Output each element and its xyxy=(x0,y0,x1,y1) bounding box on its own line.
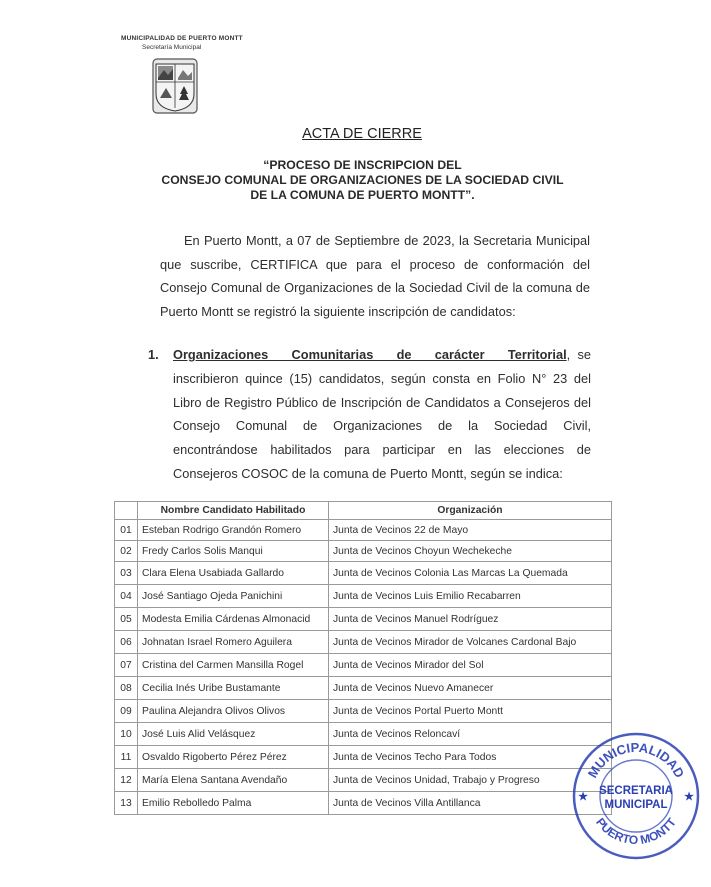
item-text: , se inscribieron quince (15) candidatos, según consta en Folio N° 23 del Libro de Registro Público de Inscripción de Candidatos a Consejeros del Consejo Comunal de Organizaciones de la Sociedad Civil, encontrándose habilitados para participar en las elecciones de Consejeros COSOC de la comuna de Puerto Montt, según se indica: xyxy=(173,347,591,481)
cell-organization: Junta de Vecinos Colonia Las Marcas La Quemada xyxy=(329,562,612,585)
secretaria-municipal-seal-stamp xyxy=(570,730,702,862)
column-header-candidate: Nombre Candidato Habilitado xyxy=(138,502,329,520)
document-subtitle xyxy=(7,158,711,203)
cell-number: 11 xyxy=(115,746,138,769)
cell-candidate: José Luis Alid Velásquez xyxy=(138,723,329,746)
document-title: ACTA DE CIERRE xyxy=(302,126,422,142)
cell-organization: Junta de Vecinos Reloncaví xyxy=(329,723,612,746)
subtitle-line: “PROCESO DE INSCRIPCION DEL xyxy=(263,158,462,172)
table-row xyxy=(115,562,612,585)
department-name: Secretaría Municipal xyxy=(142,44,202,51)
cell-candidate: Fredy Carlos Solis Manqui xyxy=(138,541,329,562)
cell-number: 08 xyxy=(115,677,138,700)
seal-arc-top-text: MUNICIPALIDAD xyxy=(584,739,688,781)
cell-organization: Junta de Vecinos Villa Antillanca xyxy=(329,792,612,815)
cell-number: 01 xyxy=(115,520,138,541)
table-row xyxy=(115,746,612,769)
cell-candidate: Cecilia Inés Uribe Bustamante xyxy=(138,677,329,700)
cell-candidate: Modesta Emilia Cárdenas Almonacid xyxy=(138,608,329,631)
list-item-1 xyxy=(148,343,591,486)
cell-candidate: Paulina Alejandra Olivos Olivos xyxy=(138,700,329,723)
table-row xyxy=(115,520,612,541)
cell-candidate: Clara Elena Usabiada Gallardo xyxy=(138,562,329,585)
cell-candidate: José Santiago Ojeda Panichini xyxy=(138,585,329,608)
cell-number: 10 xyxy=(115,723,138,746)
table-row xyxy=(115,631,612,654)
candidates-table xyxy=(114,501,612,815)
cell-number: 07 xyxy=(115,654,138,677)
table-row xyxy=(115,608,612,631)
municipal-crest-logo xyxy=(152,58,198,114)
table-row xyxy=(115,677,612,700)
cell-organization: Junta de Vecinos Mirador del Sol xyxy=(329,654,612,677)
cell-number: 04 xyxy=(115,585,138,608)
column-header-organization: Organización xyxy=(329,502,612,520)
table-row xyxy=(115,723,612,746)
table-row xyxy=(115,541,612,562)
table-row xyxy=(115,585,612,608)
table-row xyxy=(115,792,612,815)
cell-organization: Junta de Vecinos Mirador de Volcanes Cardonal Bajo xyxy=(329,631,612,654)
cell-organization: Junta de Vecinos Choyun Wechekeche xyxy=(329,541,612,562)
cell-number: 09 xyxy=(115,700,138,723)
svg-text:PUERTO MONTT xyxy=(593,815,679,847)
cell-number: 03 xyxy=(115,562,138,585)
cell-number: 05 xyxy=(115,608,138,631)
item-number: 1. xyxy=(148,347,159,362)
cell-number: 02 xyxy=(115,541,138,562)
seal-line-2: MUNICIPAL xyxy=(604,799,668,811)
cell-organization: Junta de Vecinos Luis Emilio Recabarren xyxy=(329,585,612,608)
cell-candidate: Esteban Rodrigo Grandón Romero xyxy=(138,520,329,541)
cell-number: 06 xyxy=(115,631,138,654)
cell-number: 12 xyxy=(115,769,138,792)
cell-candidate: Emilio Rebolledo Palma xyxy=(138,792,329,815)
table-row xyxy=(115,700,612,723)
table-header-row xyxy=(115,502,612,520)
column-header-number xyxy=(115,502,138,520)
subtitle-line: CONSEJO COMUNAL DE ORGANIZACIONES DE LA SOCIEDAD CIVIL xyxy=(161,173,564,187)
table-row xyxy=(115,769,612,792)
cell-organization: Junta de Vecinos Techo Para Todos xyxy=(329,746,612,769)
cell-organization: Junta de Vecinos Nuevo Amanecer xyxy=(329,677,612,700)
cell-organization: Junta de Vecinos 22 de Mayo xyxy=(329,520,612,541)
cell-organization: Junta de Vecinos Manuel Rodríguez xyxy=(329,608,612,631)
cell-organization: Junta de Vecinos Portal Puerto Montt xyxy=(329,700,612,723)
seal-line-1: SECRETARIA xyxy=(599,785,673,797)
subtitle-line: DE LA COMUNA DE PUERTO MONTT”. xyxy=(250,188,475,202)
item-lead: Organizaciones Comunitarias de carácter Territorial xyxy=(173,347,567,362)
table-row xyxy=(115,654,612,677)
cell-organization: Junta de Vecinos Unidad, Trabajo y Progreso xyxy=(329,769,612,792)
seal-arc-bottom-text: PUERTO MONTT xyxy=(593,815,679,848)
seal-star-left-icon: ★ xyxy=(578,791,588,803)
cell-candidate: Johnatan Israel Romero Aguilera xyxy=(138,631,329,654)
cell-number: 13 xyxy=(115,792,138,815)
institution-name: MUNICIPALIDAD DE PUERTO MONTT xyxy=(121,35,243,42)
seal-star-right-icon: ★ xyxy=(684,791,694,803)
intro-paragraph: En Puerto Montt, a 07 de Septiembre de 2023, la Secretaria Municipal que suscribe, CERTIFICA que para el proceso de conformación del Consejo Comunal de Organizaciones de la Sociedad Civil de la comuna de Puerto Montt se registró la siguiente inscripción de candidatos: xyxy=(160,233,590,319)
cell-candidate: María Elena Santana Avendaño xyxy=(138,769,329,792)
cell-candidate: Cristina del Carmen Mansilla Rogel xyxy=(138,654,329,677)
cell-candidate: Osvaldo Rigoberto Pérez Pérez xyxy=(138,746,329,769)
